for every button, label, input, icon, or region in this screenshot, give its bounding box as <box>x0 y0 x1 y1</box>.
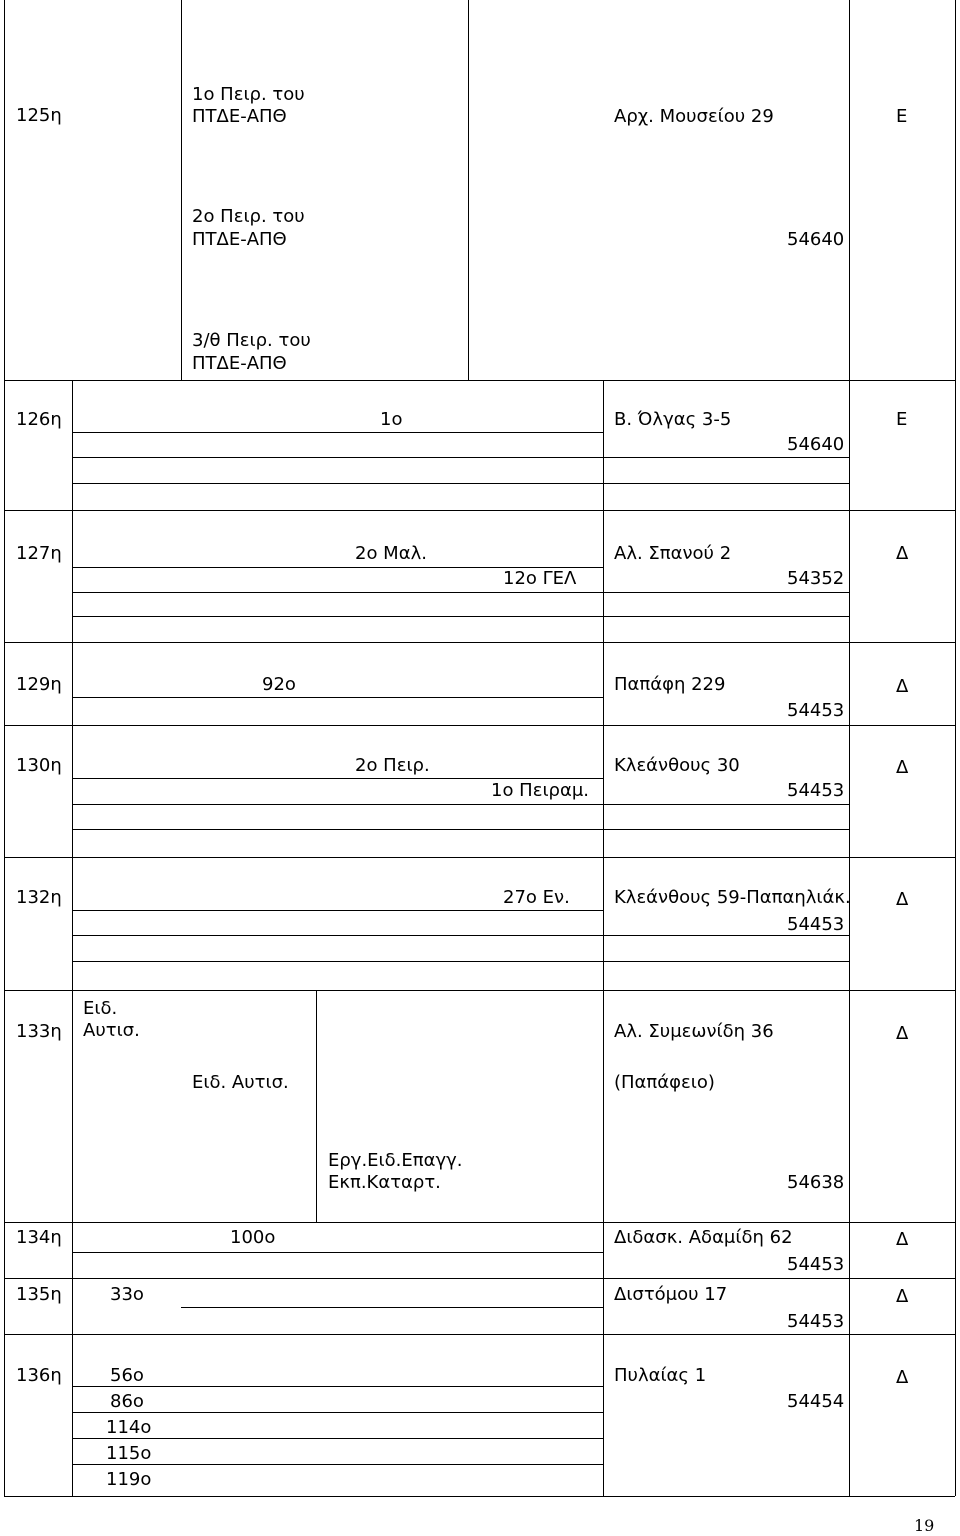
postcode: 54453 <box>787 1311 845 1332</box>
postcode: 54640 <box>787 434 845 455</box>
sub-rule <box>72 1252 603 1253</box>
school-name: Ειδ. <box>83 998 118 1019</box>
col-rule-school-sub <box>316 990 317 1222</box>
address: Αρχ. Μουσείου 29 <box>614 106 774 127</box>
col-rule-type <box>849 0 850 380</box>
col-rule-no <box>72 380 73 1496</box>
school-name: ΠΤΔΕ-ΑΠΘ <box>192 106 287 127</box>
school-name: Ειδ. Αυτισ. <box>192 1072 289 1093</box>
address: Κλεάνθους 30 <box>614 755 740 776</box>
school-name: 2ο Πειρ. του <box>192 206 305 227</box>
table-right-border <box>955 0 956 1496</box>
school-name: 12ο ΓΕΛ <box>503 568 577 589</box>
address: Διδασκ. Αδαμίδη 62 <box>614 1227 793 1248</box>
school-name: 56ο <box>110 1365 144 1386</box>
postcode: 54454 <box>787 1391 845 1412</box>
school-type: Δ <box>896 1367 909 1388</box>
col-rule-address <box>468 0 469 380</box>
school-type: Δ <box>896 1286 909 1307</box>
school-type: Ε <box>896 409 908 430</box>
school-type: Δ <box>896 676 909 697</box>
sub-rule <box>72 935 849 936</box>
postcode: 54453 <box>787 1254 845 1275</box>
address: Κλεάνθους 59-Παπαηλιάκ. <box>614 887 851 908</box>
sub-rule <box>72 483 849 484</box>
row-number: 134η <box>16 1227 62 1248</box>
row-sep <box>4 642 955 643</box>
sub-rule <box>72 778 603 779</box>
school-name: 3/θ Πειρ. του <box>192 330 311 351</box>
address: Διστόμου 17 <box>614 1284 728 1305</box>
postcode: 54638 <box>787 1172 845 1193</box>
school-name: 119ο <box>106 1469 152 1490</box>
school-name: Εργ.Ειδ.Επαγγ. <box>328 1150 463 1171</box>
row-number: 132η <box>16 887 62 908</box>
school-name: 100ο <box>230 1227 276 1248</box>
school-type: Δ <box>896 1023 909 1044</box>
col-rule-address <box>603 380 604 1496</box>
school-type: Δ <box>896 757 909 778</box>
row-number: 130η <box>16 755 62 776</box>
col-rule-type <box>849 380 850 1496</box>
sub-rule <box>72 829 849 830</box>
row-sep <box>4 1222 955 1223</box>
row-number: 135η <box>16 1284 62 1305</box>
sub-rule <box>72 1386 603 1387</box>
address: Πυλαίας 1 <box>614 1365 707 1386</box>
school-name: 2ο Πειρ. <box>355 755 430 776</box>
col-rule-school <box>181 0 182 380</box>
sub-rule <box>181 1307 603 1308</box>
table-left-border <box>4 0 5 1496</box>
row-number: 129η <box>16 674 62 695</box>
sub-rule <box>72 1412 603 1413</box>
school-name: 114ο <box>106 1417 152 1438</box>
address: Παπάφη 229 <box>614 674 726 695</box>
row-sep <box>4 1278 955 1279</box>
page-number: 19 <box>914 1516 935 1535</box>
sub-rule <box>72 697 603 698</box>
school-type: Ε <box>896 106 908 127</box>
postcode: 54453 <box>787 780 845 801</box>
postcode: 54352 <box>787 568 845 589</box>
row-sep <box>4 1334 955 1335</box>
row-number: 133η <box>16 1021 62 1042</box>
row-number: 136η <box>16 1365 62 1386</box>
sub-rule <box>72 961 849 962</box>
row-sep <box>4 510 955 511</box>
school-name: 2ο Μαλ. <box>355 543 427 564</box>
sub-rule <box>72 592 849 593</box>
row-sep <box>4 990 955 991</box>
sub-rule <box>72 616 849 617</box>
row-sep <box>4 380 955 381</box>
address: Β. Όλγας 3-5 <box>614 409 732 430</box>
row-number: 125η <box>16 105 62 126</box>
address: Αλ. Συμεωνίδη 36 <box>614 1021 774 1042</box>
sub-rule <box>72 804 849 805</box>
school-name: 33ο <box>110 1284 144 1305</box>
school-type: Δ <box>896 1229 909 1250</box>
row-sep <box>4 857 955 858</box>
sub-rule <box>72 457 849 458</box>
row-number: 127η <box>16 543 62 564</box>
row-number: 126η <box>16 409 62 430</box>
sub-rule <box>72 910 603 911</box>
school-name: ΠΤΔΕ-ΑΠΘ <box>192 229 287 250</box>
sub-rule <box>72 1438 603 1439</box>
school-name: Αυτισ. <box>83 1020 140 1041</box>
school-name: Εκπ.Καταρτ. <box>328 1172 441 1193</box>
postcode: 54453 <box>787 700 845 721</box>
school-name: 86ο <box>110 1391 144 1412</box>
address: Αλ. Σπανού 2 <box>614 543 732 564</box>
postcode: 54453 <box>787 914 845 935</box>
school-type: Δ <box>896 543 909 564</box>
school-name: 1ο <box>380 409 403 430</box>
school-name: 1ο Πειραμ. <box>491 780 590 801</box>
school-name: 115ο <box>106 1443 152 1464</box>
school-type: Δ <box>896 889 909 910</box>
row-sep <box>4 725 955 726</box>
school-name: ΠΤΔΕ-ΑΠΘ <box>192 353 287 374</box>
school-name: 1ο Πειρ. του <box>192 84 305 105</box>
table-bottom-border <box>4 1496 955 1497</box>
address: (Παπάφειο) <box>614 1072 715 1093</box>
sub-rule <box>72 1464 603 1465</box>
school-name: 27ο Εν. <box>503 887 570 908</box>
sub-rule <box>72 432 603 433</box>
school-name: 92ο <box>262 674 296 695</box>
postcode: 54640 <box>787 229 845 250</box>
